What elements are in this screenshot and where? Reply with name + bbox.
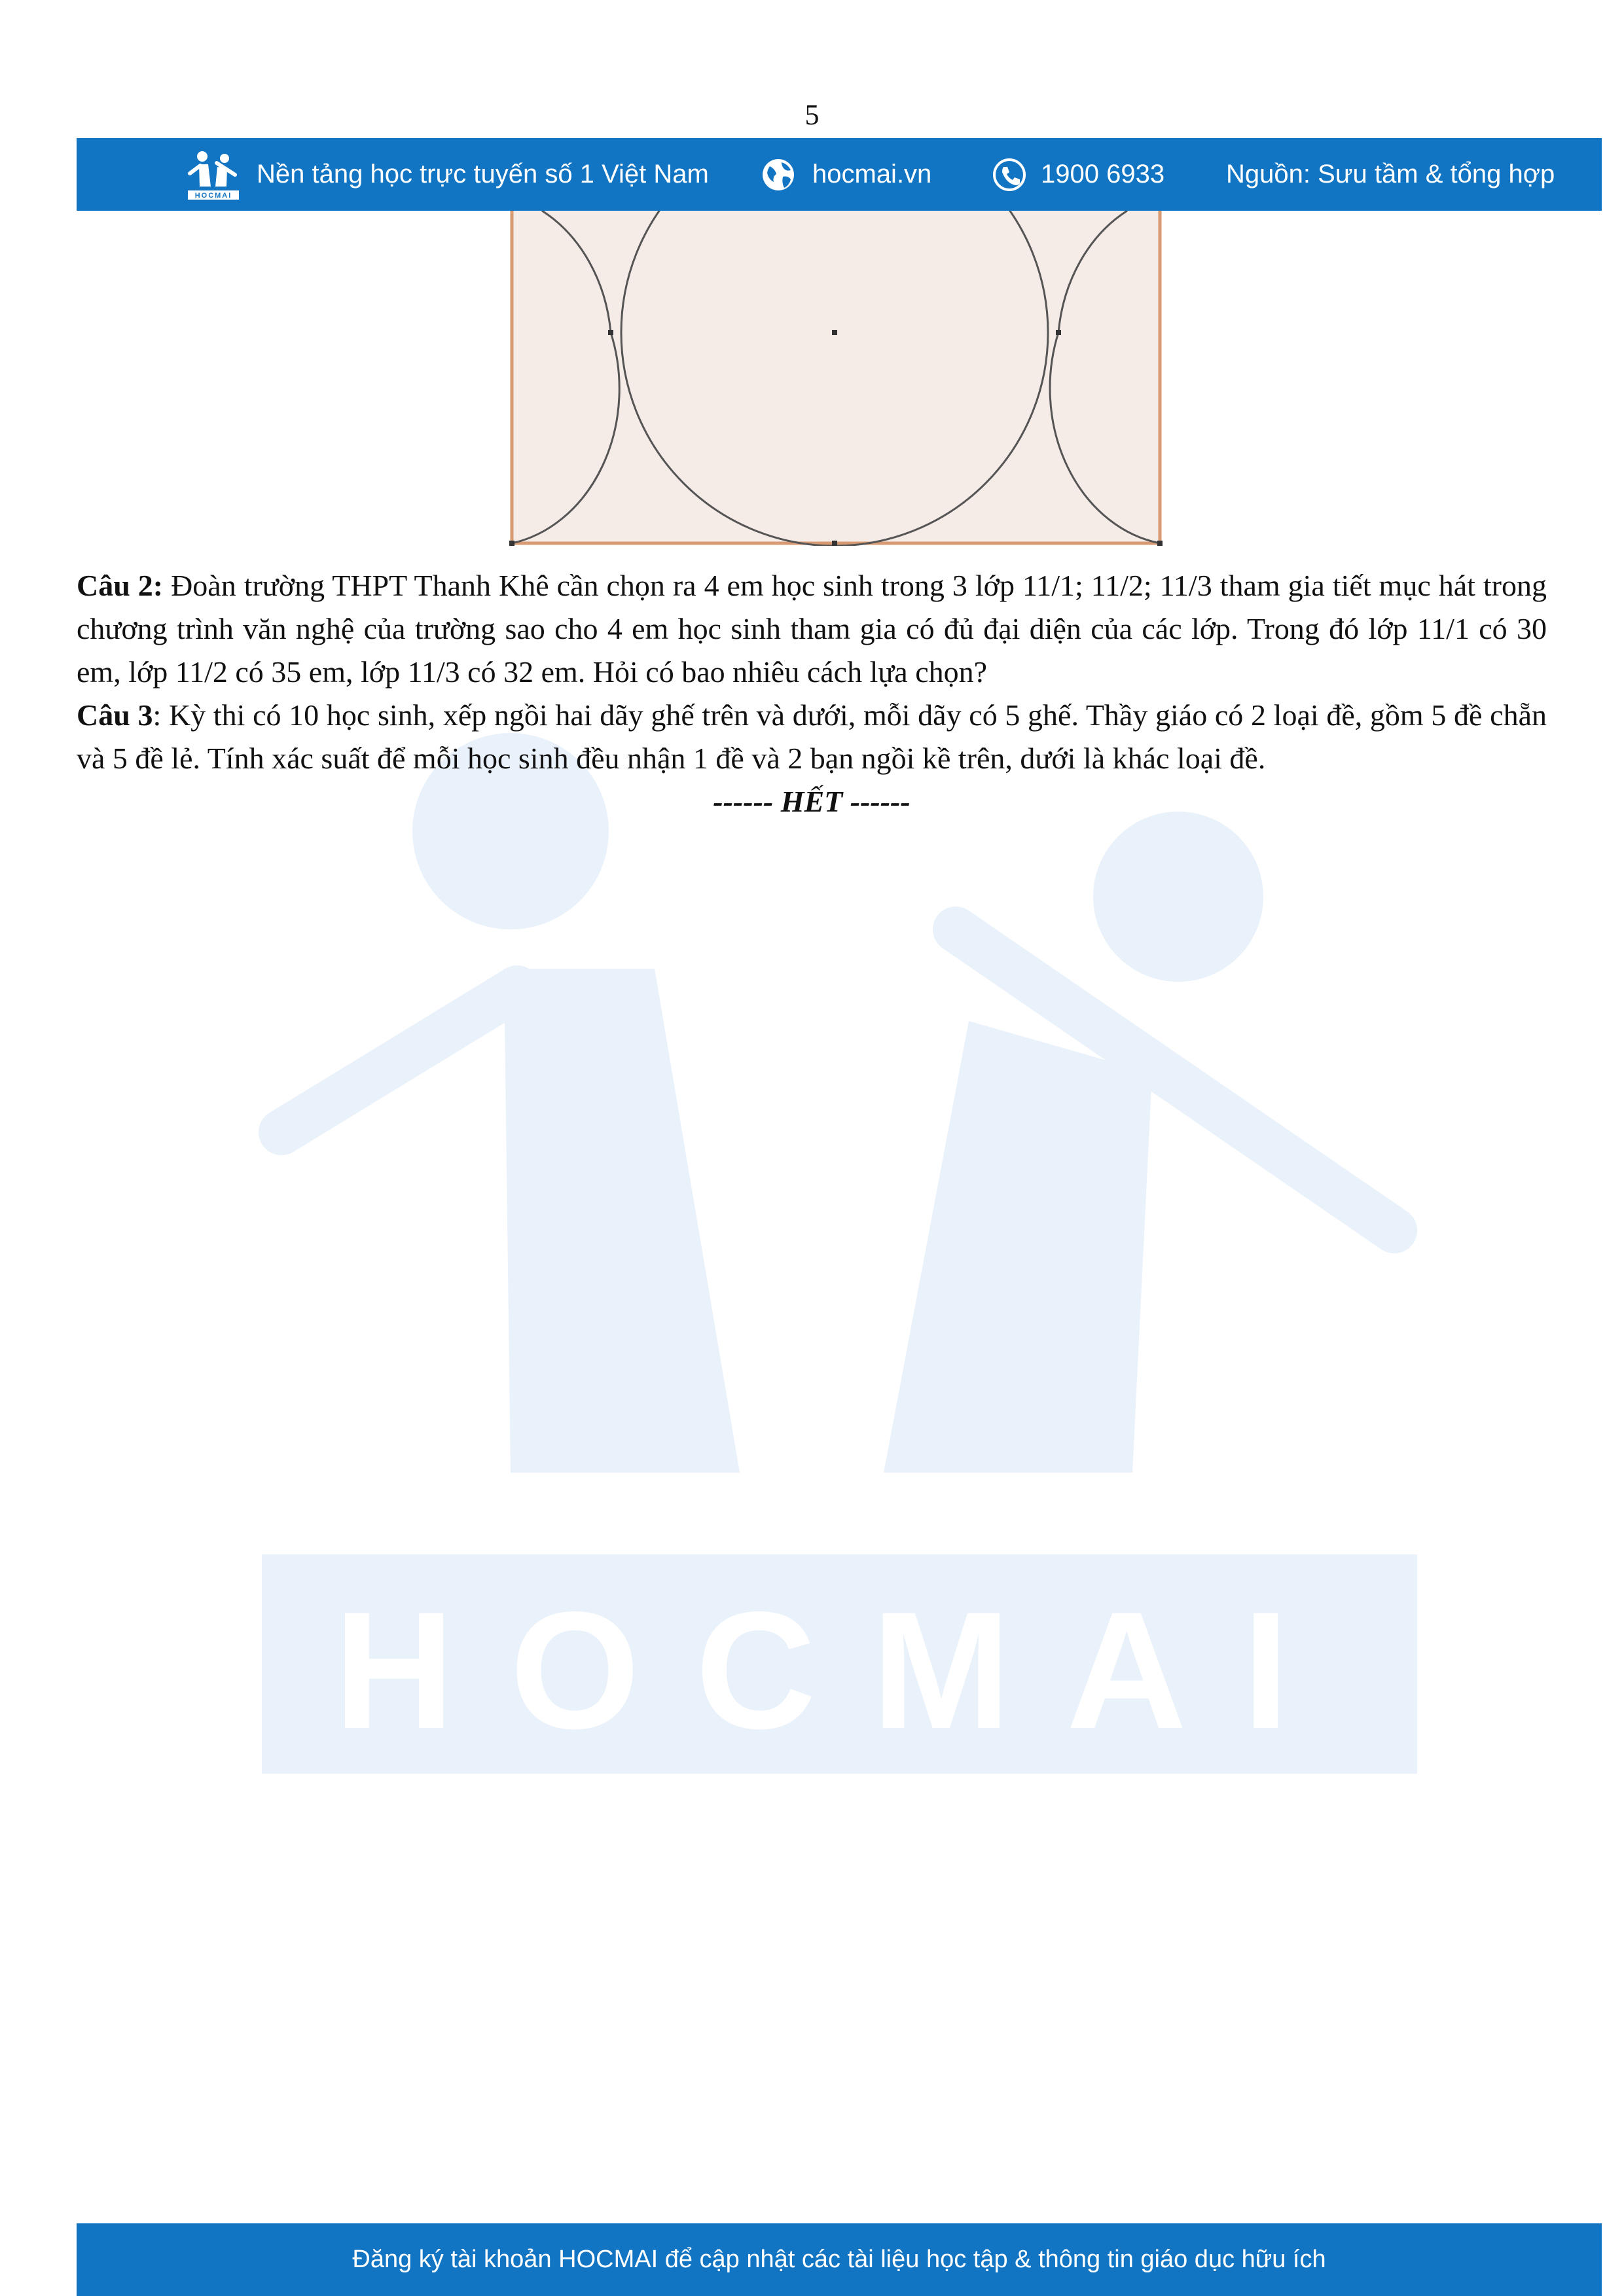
figure-point-bottom — [832, 541, 837, 546]
watermark-figure-left-arm — [281, 988, 517, 1132]
watermark-figure-right-head — [1093, 812, 1263, 982]
footer-bar — [77, 2223, 1602, 2296]
question-3-label: Câu 3 — [77, 698, 153, 732]
footer-text: Đăng ký tài khoản HOCMAI để cập nhật các tài liệu học tập & thông tin giáo dục hữu ích — [352, 2246, 1326, 2273]
hocmai-logo-icon — [187, 149, 240, 201]
header-bar — [77, 138, 1602, 211]
figure-point-bottom-right — [1157, 541, 1163, 546]
hocmai-logo — [187, 138, 240, 211]
page-number: 5 — [804, 99, 820, 131]
header-slogan: Nền tảng học trực tuyến số 1 Việt Nam — [257, 160, 709, 188]
end-mark: ------ HẾT ------ — [713, 785, 911, 818]
phone-icon — [992, 138, 1027, 211]
watermark-figure-left-body — [504, 969, 740, 1473]
figure-point-right — [1056, 330, 1061, 335]
globe-icon — [761, 138, 796, 211]
header-website-link[interactable]: hocmai.vn — [812, 160, 932, 188]
watermark-figure-right-body — [884, 1021, 1152, 1473]
figure-rectangle — [512, 211, 1160, 543]
exam-content — [77, 564, 1547, 823]
question-2-text: Đoàn trường THPT Thanh Khê cần chọn ra 4 em học sinh trong 3 lớp 11/1; 11/2; 11/3 tham gia tiết mục hát trong chương trình văn nghệ của trường sao cho 4 em học sinh tham gia có đủ đại diện của các lớp. Trong đó lớp 11/1 có 30 em, lớp 11/2 có 35 em, lớp 11/3 có 32 em. Hỏi có bao nhiêu cách lựa chọn? — [77, 569, 1547, 689]
watermark-name-text: HOCMAI — [333, 1577, 1345, 1764]
question-2-label: Câu 2: — [77, 569, 164, 602]
geometry-figure — [509, 211, 1163, 546]
figure-point-center — [832, 330, 837, 335]
figure-point-bottom-left — [509, 541, 514, 546]
header-source-note: Nguồn: Sưu tầm & tổng hợp — [1226, 160, 1555, 188]
header-phone-number[interactable]: 1900 6933 — [1041, 160, 1165, 188]
question-3-text: : Kỳ thi có 10 học sinh, xếp ngồi hai dãy ghế trên và dưới, mỗi dãy có 5 ghế. Thầy giáo có 2 loại đề, gồm 5 đề chẵn và 5 đề lẻ. Tính xác suất để mỗi học sinh đều nhận 1 đề và 2 bạn ngồi kề trên, dưới là khác loại đề. — [77, 698, 1547, 775]
question-2 — [77, 564, 1547, 694]
svg-text:HOCMAI: HOCMAI — [194, 191, 232, 200]
question-3 — [77, 694, 1547, 780]
figure-point-left — [608, 330, 613, 335]
